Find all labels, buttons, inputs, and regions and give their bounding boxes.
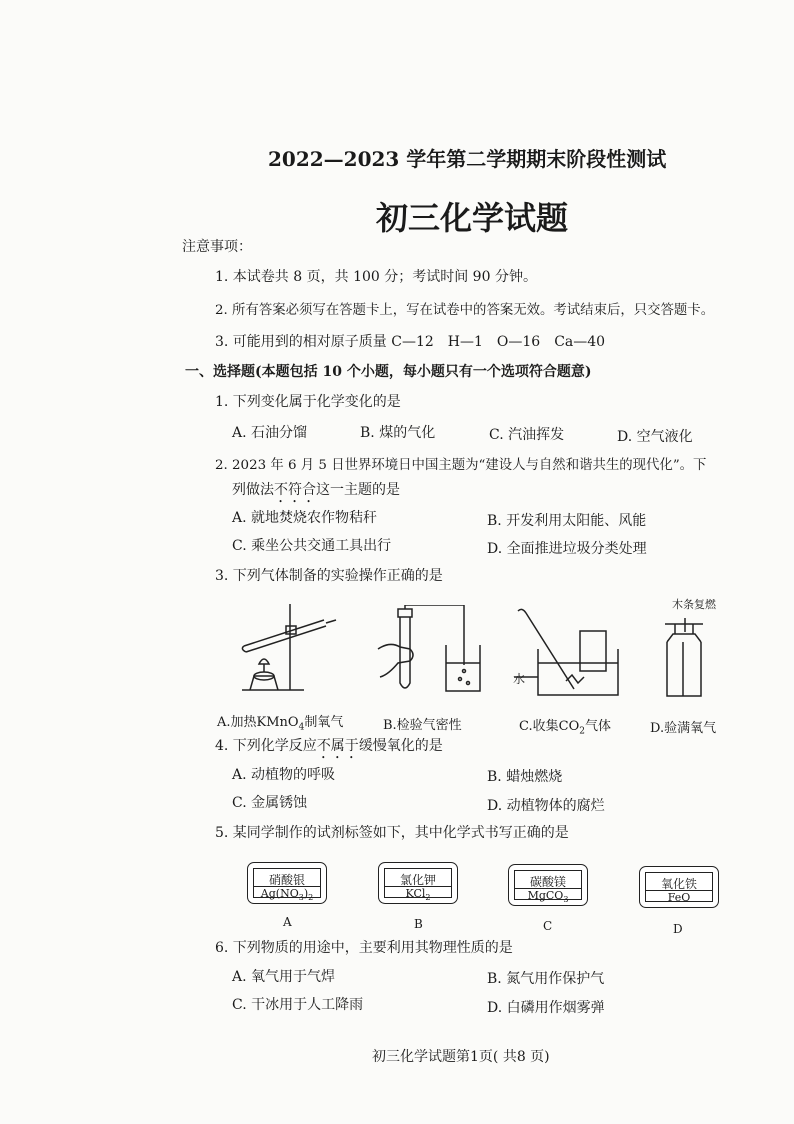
q1-option-c: C. 汽油挥发 [489, 427, 565, 443]
q4-option-a: A. 动植物的呼吸 [232, 767, 336, 783]
reagent-formula [385, 887, 451, 902]
q6-option-d: D. 白磷用作烟雾弹 [487, 1000, 605, 1016]
formula-part: FeO [667, 891, 691, 904]
caption-a [217, 711, 343, 733]
q1-option-d: D. 空气液化 [617, 429, 693, 445]
question-6-stem: 6. 下列物质的用途中，主要利用其物理性质的是 [215, 940, 513, 956]
q2-option-d: D. 全面推进垃圾分类处理 [487, 541, 647, 557]
caption-c [519, 715, 611, 737]
formula-part: ) [303, 887, 309, 900]
caption-c-part: C.收集CO [519, 719, 580, 734]
caption-c-sub: 2 [579, 726, 585, 737]
reagent-name: 硝酸银 [268, 873, 305, 887]
q4-stem-part: 4. 下列化学反应 [215, 738, 317, 754]
q2-stem-part: 列做法 [232, 482, 274, 498]
apparatus-a-heating [232, 598, 340, 696]
question-2-stem: 2. 2023 年 6 月 5 日世界环境日中国主题为“建设人与自然和谐共生的现代化”。下 [215, 458, 707, 473]
apparatus-c-collect-co2 [508, 605, 626, 703]
reagent-formula [254, 887, 320, 902]
note-item: 1. 本试卷共 8 页，共 100 分；考试时间 90 分钟。 [215, 269, 537, 285]
caption-d: D.验满氧气 [650, 721, 717, 736]
apparatus-d-check-oxygen [655, 618, 715, 704]
q4-option-d: D. 动植物体的腐烂 [487, 798, 605, 814]
reagent-label-b [378, 862, 458, 904]
page-title: 初三化学试题 [376, 199, 569, 237]
q2-stem-part: 这一主题的是 [316, 482, 400, 498]
reagent-name: 碳酸镁 [529, 875, 566, 889]
q6-option-b: B. 氮气用作保护气 [487, 971, 605, 987]
formula-sub: 2 [308, 893, 314, 903]
water-label: 水 [513, 672, 526, 686]
formula-sub: 3 [563, 895, 569, 905]
label-letter-b: B [414, 917, 423, 931]
q1-option-b: B. 煤的气化 [360, 425, 436, 441]
q2-option-c: C. 乘坐公共交通工具出行 [232, 538, 392, 554]
formula-part: Ag(NO [260, 887, 299, 900]
q6-option-a: A. 氧气用于气焊 [232, 969, 336, 985]
q4-option-c: C. 金属锈蚀 [232, 795, 308, 811]
q4-emphasis: 不属于 [316, 738, 359, 754]
formula-sub: 2 [425, 893, 431, 903]
section-heading: 一、选择题(本题包括 10 个小题，每小题只有一个选项符合题意) [185, 364, 592, 380]
q2-option-a: A. 就地焚烧农作物秸秆 [232, 510, 378, 526]
q6-option-c: C. 干冰用于人工降雨 [232, 997, 364, 1013]
reagent-label-d [639, 866, 719, 908]
q2-option-b: B. 开发利用太阳能、风能 [487, 513, 647, 529]
note-item: 3. 可能用到的相对原子质量 C—12 H—1 O—16 Ca—40 [215, 334, 606, 350]
note-item: 2. 所有答案必须写在答题卡上，写在试卷中的答案无效。考试结束后，只交答题卡。 [215, 303, 715, 318]
caption-a-part: A.加热KMnO [217, 715, 299, 730]
q1-option-a: A. 石油分馏 [232, 425, 308, 441]
formula-part: KCl [405, 887, 426, 900]
label-letter-c: C [543, 919, 553, 933]
reagent-formula [515, 889, 581, 904]
formula-part: MgCO [527, 889, 564, 902]
reagent-formula [646, 891, 712, 904]
reagent-label-a [247, 862, 327, 904]
question-2-stem-line2 [232, 479, 400, 506]
label-letter-a: A [283, 915, 292, 929]
caption-a-part: 制氧气 [304, 715, 344, 730]
q4-stem-part: 缓慢氧化的是 [358, 738, 443, 754]
q4-option-b: B. 蜡烛燃烧 [487, 769, 563, 785]
caption-c-part: 气体 [584, 719, 611, 734]
question-3-stem: 3. 下列气体制备的实验操作正确的是 [215, 568, 443, 584]
apparatus-b-airtightness [370, 605, 488, 700]
caption-a-sub: 4 [298, 722, 305, 733]
label-letter-d: D [673, 922, 683, 936]
reagent-name: 氯化钾 [399, 873, 436, 887]
page-footer: 初三化学试题第1页( 共8 页) [372, 1049, 550, 1065]
question-1-stem: 1. 下列变化属于化学变化的是 [215, 394, 401, 410]
caption-b: B.检验气密性 [383, 718, 462, 733]
reagent-label-c [508, 864, 588, 906]
exam-term-heading: 2022—2023 学年第二学期期末阶段性测试 [268, 147, 667, 171]
q2-emphasis: 不符合 [274, 482, 316, 498]
formula-sub: 3 [298, 893, 304, 903]
question-5-stem: 5. 某同学制作的试剂标签如下，其中化学式书写正确的是 [215, 825, 569, 841]
question-4-stem [215, 735, 443, 762]
notes-heading: 注意事项： [182, 239, 252, 255]
reagent-name: 氧化铁 [660, 877, 697, 891]
splint-label: 木条复燃 [672, 598, 716, 611]
